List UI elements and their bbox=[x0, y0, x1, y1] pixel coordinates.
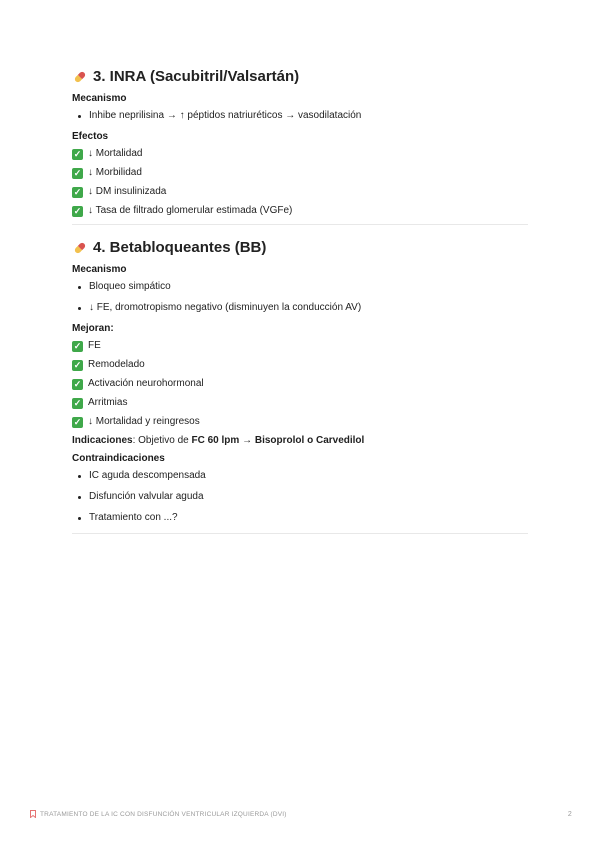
footer-title: TRATAMIENTO DE LA IC CON DISFUNCIÓN VENTRICULAR IZQUIERDA (DVI) bbox=[40, 810, 287, 818]
improve-item: ✓ Arritmias bbox=[73, 397, 128, 408]
list-item: Bloqueo simpático bbox=[72, 281, 528, 293]
section-heading-inra bbox=[72, 68, 528, 85]
check-mark-icon: ✓ bbox=[73, 359, 82, 370]
effect-item: ✓ ↓ DM insulinizada bbox=[73, 186, 167, 197]
check-mark-icon: ✓ bbox=[73, 148, 82, 159]
effect-item: ✓ ↓ Morbilidad bbox=[73, 167, 142, 178]
section-divider bbox=[72, 533, 528, 534]
contraindications-label: Contraindicaciones bbox=[72, 453, 165, 464]
improve-label: Mejoran: bbox=[72, 323, 114, 334]
page-number: 2 bbox=[567, 810, 572, 818]
section-title: 4. Betabloqueantes (BB) bbox=[93, 239, 267, 256]
mechanism-list bbox=[72, 110, 528, 122]
pill-icon bbox=[72, 69, 88, 85]
check-mark-icon: ✓ bbox=[73, 397, 82, 408]
list-item: Disfunción valvular aguda bbox=[72, 491, 528, 503]
list-item: Tratamiento con ...? bbox=[72, 512, 528, 524]
effects-label: Efectos bbox=[72, 131, 109, 142]
indications-drugs: Bisoprolol o Carvedilol bbox=[254, 435, 365, 446]
effect-item: ✓ ↓ Tasa de filtrado glomerular estimada (VGFe) bbox=[73, 205, 293, 216]
pill-icon bbox=[72, 240, 88, 256]
section-heading-betabloqueantes bbox=[72, 239, 528, 256]
effect-item: ✓ ↓ Mortalidad bbox=[73, 148, 143, 159]
section-title: 3. INRA (Sacubitril/Valsartán) bbox=[93, 68, 300, 85]
improve-item: ✓ Activación neurohormonal bbox=[73, 378, 204, 389]
contraindications-list bbox=[72, 470, 528, 524]
check-mark-icon: ✓ bbox=[73, 205, 82, 216]
indications-fc: FC 60 lpm bbox=[191, 435, 240, 446]
mechanism-label: Mecanismo bbox=[72, 93, 127, 104]
mechanism-label: Mecanismo bbox=[72, 264, 127, 275]
check-mark-icon: ✓ bbox=[73, 186, 82, 197]
indications-text: : Objetivo de bbox=[132, 435, 192, 446]
page-content bbox=[72, 68, 528, 548]
indications-arrow: → bbox=[239, 435, 255, 446]
bookmark-icon bbox=[30, 810, 36, 818]
list-item: Inhibe neprilisina → ↑ péptidos natriuréticos → vasodilatación bbox=[72, 110, 528, 122]
list-item: ↓ FE, dromotropismo negativo (disminuyen la conducción AV) bbox=[72, 302, 528, 314]
list-item: IC aguda descompensada bbox=[72, 470, 528, 482]
indications-label: Indicaciones bbox=[72, 435, 133, 446]
check-mark-icon: ✓ bbox=[73, 340, 82, 351]
improve-item: ✓ Remodelado bbox=[73, 359, 145, 370]
check-mark-icon: ✓ bbox=[73, 416, 82, 427]
check-mark-icon: ✓ bbox=[73, 167, 82, 178]
page-footer bbox=[30, 810, 572, 818]
section-divider bbox=[72, 224, 528, 225]
improve-item: ✓ FE bbox=[73, 340, 101, 351]
improve-item: ✓ ↓ Mortalidad y reingresos bbox=[73, 416, 200, 427]
mechanism-list bbox=[72, 281, 528, 314]
indications-line bbox=[72, 435, 528, 446]
check-mark-icon: ✓ bbox=[73, 378, 82, 389]
